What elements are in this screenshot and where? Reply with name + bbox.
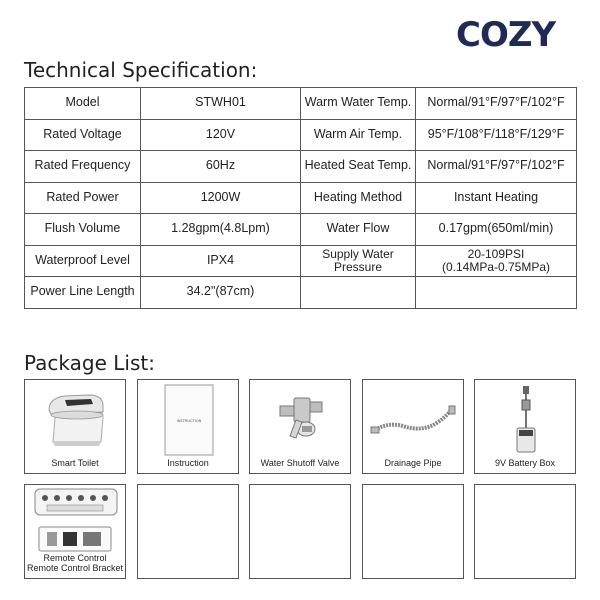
package-item-label: 9V Battery Box xyxy=(494,457,556,468)
spec-value xyxy=(416,277,577,309)
spec-row xyxy=(25,277,577,309)
spec-value: Normal/91°F/97°F/102°F xyxy=(416,151,577,183)
spec-value: 1.28gpm(4.8Lpm) xyxy=(141,214,301,246)
smart-toilet-icon xyxy=(25,380,125,458)
drainage-pipe-icon xyxy=(363,380,463,458)
spec-row xyxy=(25,88,577,120)
spec-value: IPX4 xyxy=(141,245,301,277)
spec-row xyxy=(25,214,577,246)
package-item-empty xyxy=(474,484,576,579)
spec-value: 20-109PSI (0.14MPa-0.75MPa) xyxy=(416,245,577,277)
spec-value: 95°F/108°F/118°F/129°F xyxy=(416,119,577,151)
shutoff-valve-icon xyxy=(250,380,350,458)
spec-row xyxy=(25,245,577,277)
spec-label: Heating Method xyxy=(301,182,416,214)
brand-logo xyxy=(456,14,578,56)
spec-label: Waterproof Level xyxy=(25,245,141,277)
spec-label: Heated Seat Temp. xyxy=(301,151,416,183)
spec-label: Power Line Length xyxy=(25,277,141,309)
spec-label: Flush Volume xyxy=(25,214,141,246)
logo-text: COZY xyxy=(456,15,556,55)
spec-row xyxy=(25,182,577,214)
package-item xyxy=(474,379,576,474)
instruction-booklet-icon xyxy=(138,380,238,458)
package-item xyxy=(137,379,239,474)
package-title: Package List: xyxy=(24,351,155,375)
package-item xyxy=(24,379,126,474)
spec-value: 0.17gpm(650ml/min) xyxy=(416,214,577,246)
spec-label: Rated Voltage xyxy=(25,119,141,151)
spec-label: Warm Air Temp. xyxy=(301,119,416,151)
package-item-label: Water Shutoff Valve xyxy=(260,457,340,468)
package-item xyxy=(249,379,351,474)
spec-value: 34.2"(87cm) xyxy=(141,277,301,309)
spec-label: Rated Frequency xyxy=(25,151,141,183)
battery-box-icon xyxy=(475,380,575,458)
spec-label: Water Flow xyxy=(301,214,416,246)
spec-value: Normal/91°F/97°F/102°F xyxy=(416,88,577,120)
spec-row xyxy=(25,119,577,151)
spec-label: Supply Water Pressure xyxy=(301,245,416,277)
spec-label: Rated Power xyxy=(25,182,141,214)
spec-row xyxy=(25,151,577,183)
package-item-empty xyxy=(137,484,239,579)
spec-label xyxy=(301,277,416,309)
spec-table xyxy=(24,87,577,309)
spec-value: 1200W xyxy=(141,182,301,214)
remote-control-icon xyxy=(25,485,125,563)
package-item-label: Remote Control Remote Control Bracket xyxy=(26,553,124,573)
package-item-empty xyxy=(362,484,464,579)
package-item xyxy=(362,379,464,474)
spec-value: 120V xyxy=(141,119,301,151)
spec-label: Warm Water Temp. xyxy=(301,88,416,120)
package-item-empty xyxy=(249,484,351,579)
spec-label: Model xyxy=(25,88,141,120)
svg-text:INSTRUCTION: INSTRUCTION xyxy=(176,419,202,423)
package-item-label: Drainage Pipe xyxy=(384,457,442,468)
package-item xyxy=(24,484,126,579)
spec-value: 60Hz xyxy=(141,151,301,183)
spec-value: STWH01 xyxy=(141,88,301,120)
package-item-label: Smart Toilet xyxy=(51,457,99,468)
spec-value: Instant Heating xyxy=(416,182,577,214)
package-item-label: Instruction xyxy=(167,457,209,468)
spec-title: Technical Specification: xyxy=(24,58,258,82)
